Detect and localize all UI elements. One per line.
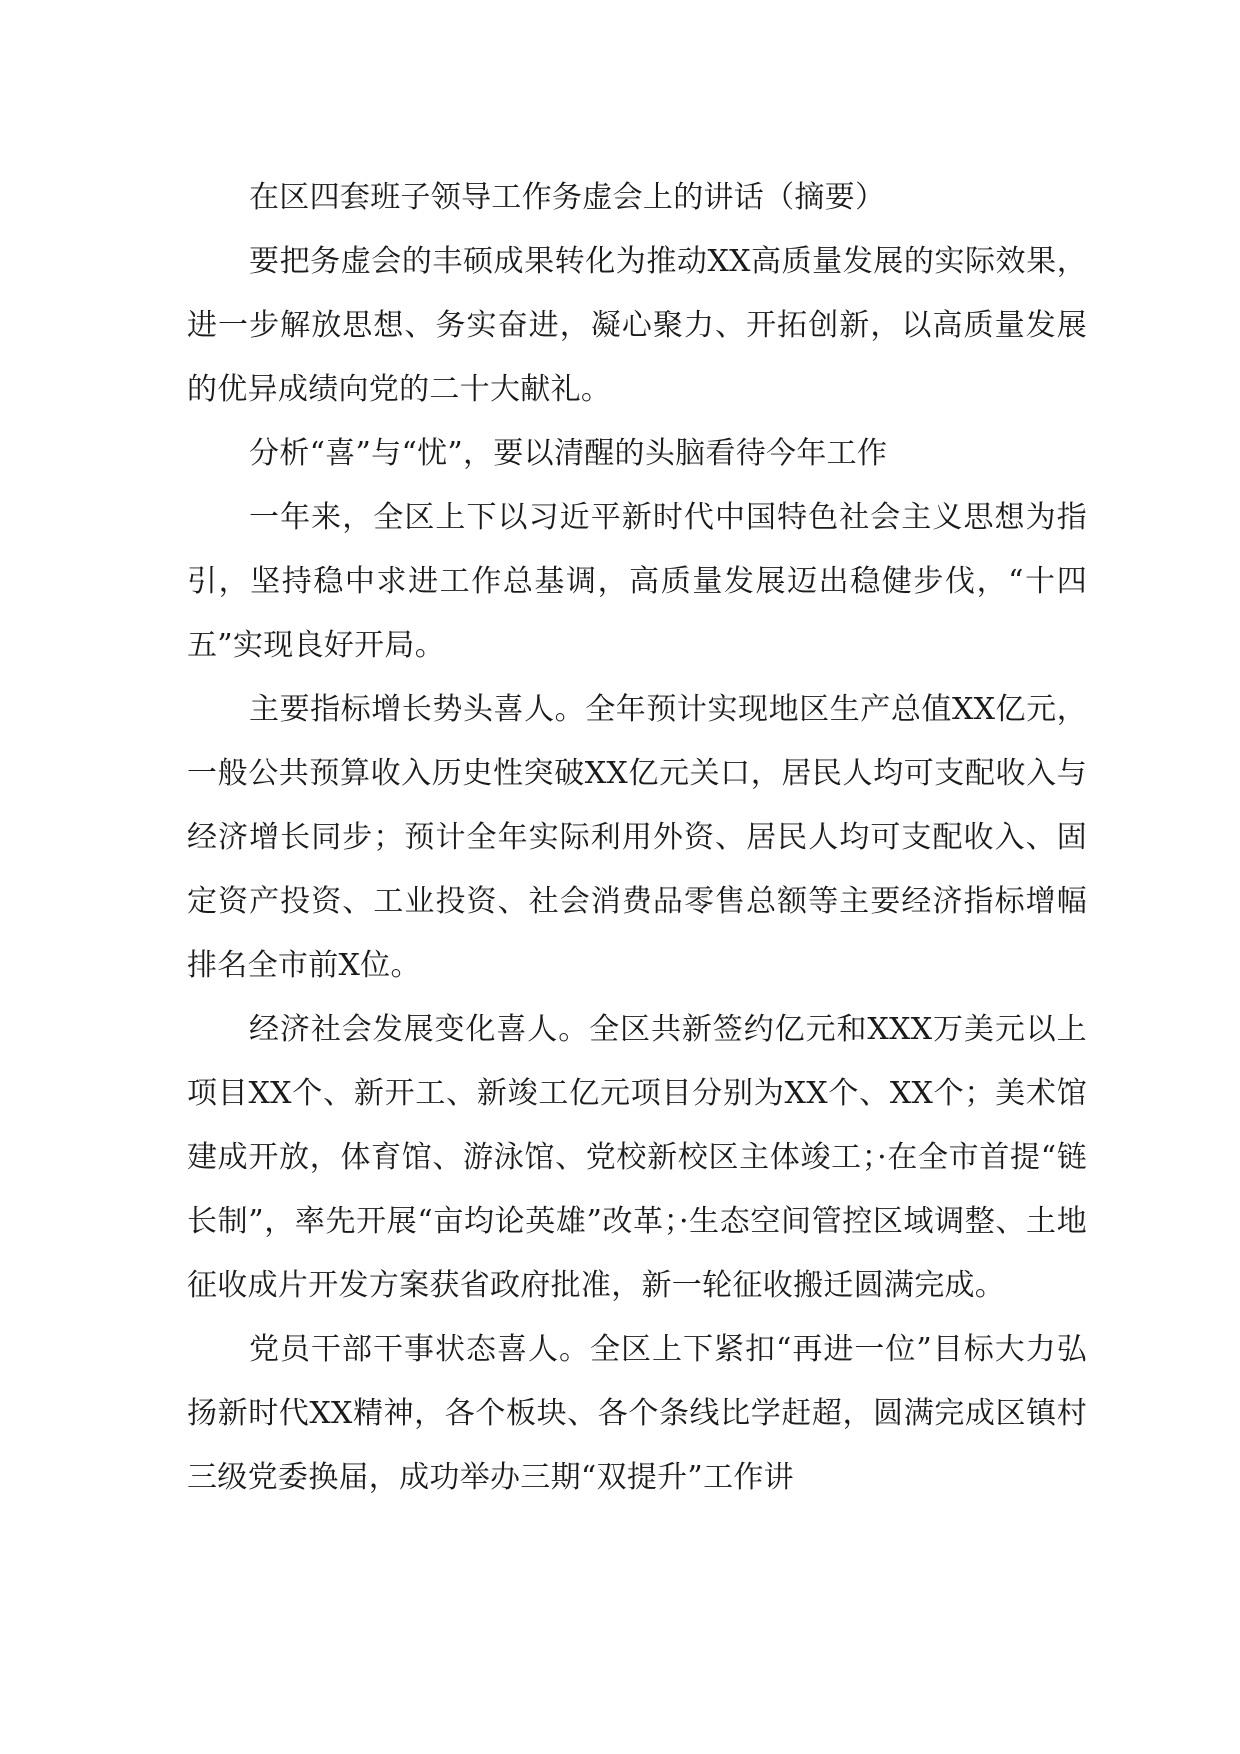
document-title: 在区四套班子领导工作务虚会上的讲话（摘要） (249, 180, 886, 215)
paragraph-indicators: 主要指标增长势头喜人。全年预计实现地区生产总值XX亿元，一般公共预算收入历史性突破XX亿元关口，居民人均可支配收入与经济增长同步；预计全年实际利用外资、居民人均可支配收入、固定资产投资、工业投资、社会消费品零售总额等主要经济指标增幅排名全市前X位。 (187, 692, 1087, 983)
section-heading: 分析“喜”与“忧”，要以清醒的头脑看待今年工作 (249, 436, 888, 471)
document-body (187, 166, 1087, 1510)
paragraph-overview: 一年来，全区上下以习近平新时代中国特色社会主义思想为指引，坚持稳中求进工作总基调，高质量发展迈出稳健步伐，“十四五”实现良好开局。 (187, 500, 1087, 663)
paragraph-cadres: 党员干部干事状态喜人。全区上下紧扣“再进一位”目标大力弘扬新时代XX精神，各个板块、各个条线比学赶超，圆满完成区镇村三级党委换届，成功举办三期“双提升”工作讲 (187, 1332, 1087, 1495)
paragraph-development: 经济社会发展变化喜人。全区共新签约亿元和XXX万美元以上项目XX个、新开工、新竣工亿元项目分别为XX个、XX个；美术馆建成开放，体育馆、游泳馆、党校新校区主体竣工；·在全市首提“链长制”，率先开展“亩均论英雄”改革；·生态空间管控区域调整、土地征收成片开发方案获省政府批准，新一轮征收搬迁圆满完成。 (187, 1012, 1087, 1303)
paragraph-intro: 要把务虚会的丰硕成果转化为推动XX高质量发展的实际效果，进一步解放思想、务实奋进，凝心聚力、开拓创新，以高质量发展的优异成绩向党的二十大献礼。 (187, 244, 1087, 407)
